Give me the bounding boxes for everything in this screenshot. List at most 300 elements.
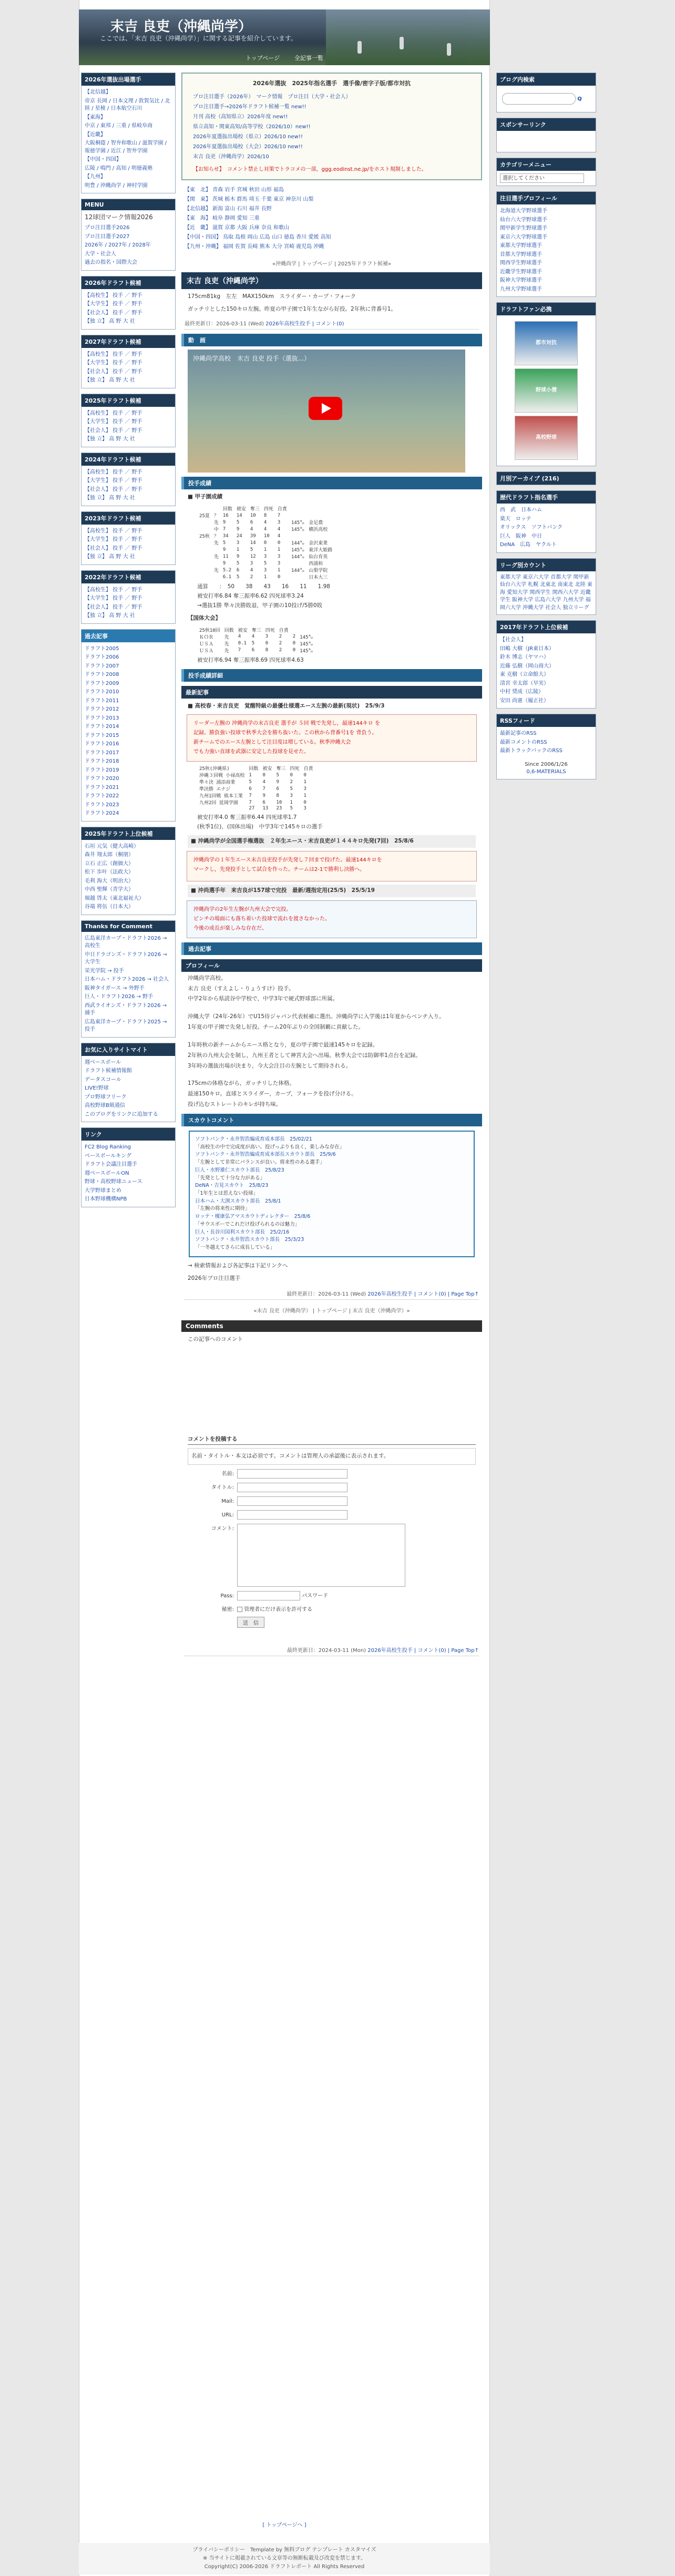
table-cell: 9 xyxy=(222,547,226,552)
region-row[interactable]: 【関 東】 茨城 栃木 群馬 埼玉 千葉 東京 神奈川 山梨 xyxy=(185,196,314,202)
recent-comment-link[interactable]: 日本ハム・ドラフト2026 → 社会人 xyxy=(85,977,169,983)
favorite-site-link[interactable]: ドラフト候補情報館 xyxy=(85,1068,132,1074)
favorite-site-link[interactable]: このブログをリンクに追加する xyxy=(85,1111,158,1117)
bottom-links[interactable]: 2026年高校生投手 | コメント(0) | Page Top↑ xyxy=(367,1647,479,1654)
site-link[interactable]: 大学野球まとめ xyxy=(85,1187,121,1194)
yearly-link[interactable]: 巨人 阪神 中日 xyxy=(500,533,542,539)
sidebar-item[interactable]: 【東海】 xyxy=(85,114,106,120)
scout-comment-line: 「1年生とは思えない投球」 xyxy=(195,1190,259,1196)
top-candidate-link[interactable]: 清宮 幸太郎（早実） xyxy=(500,680,549,686)
mail-field[interactable] xyxy=(237,1496,347,1506)
video-embed[interactable] xyxy=(188,350,465,473)
table-cell: 34 xyxy=(222,533,229,539)
stats-subheading-2: 【国体大会】 xyxy=(188,614,221,621)
rss-link[interactable]: 最新トラックバックのRSS xyxy=(500,748,562,754)
draft-year-title[interactable]: 2022年ドラフト候補 xyxy=(81,571,175,583)
recent-comment-link[interactable]: 西武ライオンズ・ドラフト2026 → 捕手 xyxy=(85,1002,167,1017)
scout-comment-line: 「先発として十分な力がある」 xyxy=(195,1175,265,1181)
region-row[interactable]: 【東 海】 岐阜 静岡 愛知 三重 xyxy=(185,215,260,221)
favorite-site-link[interactable]: LIVE!野球 xyxy=(85,1085,109,1092)
draft-category-link[interactable]: 【大学生】 投手 ／ 野手 xyxy=(85,360,142,366)
table-cell: 四死 xyxy=(265,628,275,633)
table-cell: 6 xyxy=(251,648,255,653)
footer xyxy=(79,2520,490,2528)
draft-year-box xyxy=(81,511,176,565)
draft-category-link[interactable]: 【高校生】 投手 ／ 野手 xyxy=(85,410,142,416)
table-cell: 金足農 xyxy=(309,520,323,526)
table-cell: 先 xyxy=(213,568,219,574)
table-cell: 7 xyxy=(262,786,265,792)
table-row xyxy=(197,792,315,799)
sidebar-item[interactable]: 中京 / 東邦 / 三重 / 県岐阜商 xyxy=(85,123,153,129)
article-pager[interactable]: «末吉 良吏（沖縄尚学） | トップページ | 末吉 良吏（沖縄尚学）» xyxy=(253,1308,410,1315)
top-candidate-link[interactable]: 中村 奨成（広陵） xyxy=(500,689,544,695)
box-body xyxy=(81,840,175,915)
scout-comment-line: 「左腕の将来性に期待」 xyxy=(195,1206,250,1212)
table-row xyxy=(197,627,315,633)
profile-link[interactable]: 仙台六大学野球選手 xyxy=(500,217,547,223)
password-field[interactable] xyxy=(237,1591,300,1600)
rss-link[interactable]: 最新記事のRSS xyxy=(500,731,537,736)
table-cell: 11 xyxy=(222,553,229,559)
top-candidate-link[interactable]: 近藤 弘樹（岡山商大） xyxy=(500,663,555,669)
past-year-link[interactable]: ドラフト2024 xyxy=(85,810,119,817)
draft-category-link[interactable]: 【大学生】 投手 ／ 野手 xyxy=(85,301,142,307)
news-text: でも力強い直球を武器に安定した投球を見せた。 xyxy=(193,749,309,755)
scout-comment-line: ソフトバンク・永井智浩編成育成本部長 25/02/21 xyxy=(195,1136,312,1142)
box-title: リンク xyxy=(81,1128,175,1141)
profile-link[interactable]: 関西学生野球選手 xyxy=(500,260,542,266)
notice-link[interactable]: 月刊 高校（高知県立）2026年度 new!! xyxy=(193,114,288,120)
scout-comment-line: ソフトバンク・永井智浩編成育成本部長スカウト部長 25/9/6 xyxy=(195,1152,336,1158)
table-cell: 144㌔ xyxy=(291,541,305,547)
draft-category-link[interactable]: 【独 立】 高 野 大 社 xyxy=(85,377,135,384)
table-cell: 10 xyxy=(250,512,256,518)
site-title[interactable]: 末吉 良吏（沖縄尚学） xyxy=(110,19,252,35)
table-cell xyxy=(289,573,306,580)
post-comment-heading: コメントを投稿する xyxy=(188,1435,476,1445)
table-cell: 日本大三 xyxy=(309,575,328,581)
table-cell: 9 xyxy=(236,526,240,532)
table-cell: 6 xyxy=(276,786,279,792)
profile-link[interactable]: 関甲新学生野球選手 xyxy=(500,225,547,231)
news2-body xyxy=(187,851,477,881)
table-cell: 仙台育英 xyxy=(309,555,328,560)
table-row xyxy=(197,546,334,553)
table-row xyxy=(197,647,315,654)
region-row[interactable]: 【中国・四国】 鳥取 島根 岡山 広島 山口 徳島 香川 愛媛 高知 xyxy=(185,234,331,240)
table-cell: 24 xyxy=(236,533,242,539)
draft-year-title[interactable]: 2027年ドラフト候補 xyxy=(81,335,175,348)
profile-section-heading: 過去記事 xyxy=(181,942,482,955)
table-cell: 3 xyxy=(263,567,267,573)
recent-comment-link[interactable]: 栄光学院 → 投手 xyxy=(85,968,124,974)
draft-year-title[interactable]: 2023年ドラフト候補 xyxy=(81,512,175,525)
box-title: 歴代ドラフト指名選手 xyxy=(497,491,596,504)
draft-category-link[interactable]: 【高校生】 投手 ／ 野手 xyxy=(85,587,142,593)
book-cover[interactable]: 高校野球 xyxy=(515,416,578,460)
draft-category-link[interactable]: 【独 立】 高 野 大 社 xyxy=(85,436,135,443)
table-cell: ？ xyxy=(213,514,219,519)
draft-category-link[interactable]: 【社会人】 投手 ／ 野手 xyxy=(85,368,142,375)
yearly-link[interactable]: DeNA 広島 ヤクルト xyxy=(500,542,557,548)
recent-comment-link[interactable]: 中日ドラゴンズ・ドラフト2026 → 大学生 xyxy=(85,951,167,966)
yearly-link[interactable]: オリックス ソフトバンク xyxy=(500,525,563,530)
table-row xyxy=(197,799,315,806)
top-candidate-link[interactable]: 安田 尚憲（履正社） xyxy=(500,697,549,704)
footer-copyright xyxy=(79,2543,490,2574)
profile-paragraph: 末吉 良吏（すえよし・りょうすけ）投手。 xyxy=(188,985,294,992)
profile-link[interactable]: 阪神大学野球選手 xyxy=(500,278,542,283)
draft-category-link[interactable]: 【独 立】 高 野 大 社 xyxy=(85,613,135,619)
draft-year-title[interactable]: 2025年ドラフト候補 xyxy=(81,394,175,407)
draft-category-link[interactable]: 【社会人】 投手 ／ 野手 xyxy=(85,486,142,492)
main-content xyxy=(181,73,482,1660)
draft-category-link[interactable]: 【独 立】 高 野 大 社 xyxy=(85,554,135,560)
table-cell: 3 xyxy=(277,553,281,559)
title-field[interactable] xyxy=(237,1483,347,1492)
region-row[interactable]: 【九州・沖縄】 福岡 佐賀 長崎 熊本 大分 宮崎 鹿児島 沖縄 xyxy=(185,243,324,250)
scout-link[interactable]: 2026年プロ注目選手 xyxy=(188,1275,241,1281)
table-cell: ＫＯＲ xyxy=(199,634,214,640)
recent-comment-link[interactable]: 阪神タイガース → 外野手 xyxy=(85,985,145,991)
favorite-site-link[interactable]: 週ベースボール xyxy=(85,1059,121,1065)
table-cell xyxy=(197,553,212,560)
site-link[interactable]: 日本野球機構NPB xyxy=(85,1196,127,1203)
menu-item[interactable]: プロ注目選手2026 xyxy=(85,225,130,231)
candidate-link[interactable]: 森井 翔太郎（桐朋） xyxy=(85,852,134,858)
table-cell: 沖縄３回戦 小禄高校 xyxy=(199,773,245,779)
recent-comment-link[interactable]: 広島東洋カープ・ドラフト2025 → 投手 xyxy=(85,1019,167,1033)
profile-link[interactable]: 東京六大学野球選手 xyxy=(500,234,547,240)
favorite-site-link[interactable]: データスコール xyxy=(85,1076,121,1083)
past-year-link[interactable]: ドラフト2016 xyxy=(85,741,119,747)
candidate-link[interactable]: 中西 聖輝（青学大） xyxy=(85,887,134,893)
favorite-site-link[interactable]: 高校野球B級通信 xyxy=(85,1103,125,1109)
box-title: 月別アーカイブ (216) xyxy=(497,472,596,485)
video-section-heading: 動 画 xyxy=(181,334,482,346)
table-cell: 14 xyxy=(250,540,256,546)
past-year-link[interactable]: ドラフト2010 xyxy=(85,689,119,695)
notice-link[interactable]: 2026年夏選抜出場校（大会）2026/10 new!! xyxy=(193,143,303,150)
site-link[interactable]: ベースボールキング xyxy=(85,1153,131,1159)
profile-subheading: プロフィール xyxy=(181,959,482,972)
table-cell: 先 xyxy=(213,555,219,560)
menu-item[interactable]: 過去の指名・国際大会 xyxy=(85,260,137,266)
site-link[interactable]: 週ベースボールON xyxy=(85,1170,129,1176)
top-candidate-link[interactable]: 東 克樹（立命館大） xyxy=(500,672,549,678)
past-year-link[interactable]: ドラフト2020 xyxy=(85,776,119,782)
notice-footer: 【お知らせ】 コメント禁止し対策でトラコメの一部，ggg.eodinst.ne.jp/をホスト規制しました。 xyxy=(193,166,427,172)
menu-head[interactable]: 12球団マーク情報2026 xyxy=(85,213,153,221)
table-cell: 0 xyxy=(263,540,267,546)
table-header-cell: 25秋(沖縄県) xyxy=(199,766,230,772)
url-label: URL: xyxy=(221,1512,234,1518)
table-cell: 25夏 xyxy=(199,514,210,519)
menu-item[interactable]: 2026年 / 2027年 / 2028年 xyxy=(85,242,151,249)
notice-link[interactable]: 末吉 良吏（沖縄尚学）2026/10 xyxy=(193,153,269,160)
table-cell xyxy=(289,560,306,567)
table-cell: 山梨学院 xyxy=(309,568,328,574)
table-header-cell: 回数 xyxy=(222,507,232,512)
candidate-link[interactable]: 谷端 将伍（日本大） xyxy=(85,904,134,910)
table-cell: 先 xyxy=(224,634,229,640)
table-cell: 0 xyxy=(292,648,296,653)
table-cell: 3 xyxy=(290,793,293,798)
draft-category-link[interactable]: 【大学生】 投手 ／ 野手 xyxy=(85,419,142,425)
table-cell: 0 xyxy=(262,772,265,778)
url-field[interactable] xyxy=(237,1510,347,1520)
news-text: 沖縄尚学の１年生エース末吉良吏投手が先発し７回まで投げた。最速144キロを xyxy=(193,857,382,863)
table-row xyxy=(197,772,315,778)
past-year-link[interactable]: ドラフト2007 xyxy=(85,663,119,669)
notice-box xyxy=(181,73,482,180)
site-description: ここでは、「末吉 良吏（沖縄尚学）」に関する記事を紹介しています。 xyxy=(100,35,297,42)
footer-policy[interactable]: プライバシーポリシー Template by 無料ブログ テンプレート カスタマイズ xyxy=(192,2547,376,2553)
table-cell: 144㌔ xyxy=(291,555,305,560)
sidebar-item[interactable]: 広陵 / 鳴門 / 高知 / 明徳義塾 xyxy=(85,165,153,171)
draft-category-link[interactable]: 【独 立】 高 野 大 社 xyxy=(85,495,135,501)
table-cell: 1 xyxy=(277,547,281,552)
past-year-link[interactable]: ドラフト2021 xyxy=(85,784,119,791)
sidebar-item[interactable]: 【近畿】 xyxy=(85,131,106,138)
table-cell: 6 xyxy=(262,799,265,805)
box-body xyxy=(497,204,596,296)
favorite-sites-box xyxy=(81,1043,176,1123)
counter-text[interactable]: 0,6-MATERIALS xyxy=(526,769,566,775)
draft-category-link[interactable]: 【社会人】 投手 ／ 野手 xyxy=(85,427,142,434)
submit-button[interactable]: 送 信 xyxy=(237,1617,264,1628)
draft-category-link[interactable]: 【高校生】 投手 ／ 野手 xyxy=(85,292,142,299)
table-cell: 5 xyxy=(290,806,293,812)
play-button-icon[interactable] xyxy=(309,397,342,420)
menu-item[interactable]: 大学・社会人 xyxy=(85,251,116,257)
video-title[interactable]: 沖縄尚学高校 末吉 良吏 投手（選抜...） xyxy=(193,355,311,363)
yearly-link[interactable]: 西 武 日本ハム xyxy=(500,507,542,513)
past-year-link[interactable]: ドラフト2009 xyxy=(85,680,119,686)
past-year-link[interactable]: ドラフト2019 xyxy=(85,767,119,773)
favorite-site-link[interactable]: プロ野球フリーク xyxy=(85,1094,127,1100)
sidebar-item[interactable]: 【中国・四国】 xyxy=(85,157,121,162)
table-cell: 5 xyxy=(263,560,267,566)
table-header-cell xyxy=(212,505,221,512)
yearly-box xyxy=(496,490,596,553)
draft-year-title[interactable]: 2026年ドラフト候補 xyxy=(81,276,175,289)
table-cell: 先 xyxy=(224,648,229,654)
profile-link[interactable]: 北海道大学野球選手 xyxy=(500,208,547,214)
table-cell: 4 xyxy=(277,533,281,539)
past-year-link[interactable]: ドラフト2008 xyxy=(85,672,119,678)
updated-links-2[interactable]: 2026年高校生投手 | コメント(0) | Page Top↑ xyxy=(367,1291,479,1298)
profile-link[interactable]: 首都大学野球選手 xyxy=(500,251,542,258)
table-cell: 4 xyxy=(238,634,241,640)
table-cell: 1 xyxy=(263,547,267,552)
sidebar-item[interactable]: 大阪桐蔭 / 智弁和歌山 / 滋賀学園 / 報徳学園 / 近江 / 智弁学園 xyxy=(85,140,167,154)
secret-checkbox[interactable] xyxy=(237,1607,242,1612)
nav-top-link[interactable]: トップページ xyxy=(246,55,280,61)
region-row[interactable]: 【近 畿】 滋賀 京都 大阪 兵庫 奈良 和歌山 xyxy=(185,224,290,231)
global-nav xyxy=(79,52,490,63)
notice-link[interactable]: プロ注目選手→2026年ドラフト候補一覧 new!! xyxy=(193,104,306,110)
table-cell: 回数 xyxy=(224,628,234,633)
table-cell: ？ xyxy=(213,534,219,540)
thanks-for-comment-box xyxy=(81,920,176,1038)
table-cell: 39 xyxy=(250,533,256,539)
table-cell: 9 xyxy=(236,553,240,559)
past-year-link[interactable]: ドラフト2023 xyxy=(85,802,119,808)
table-header-cell: 自責 xyxy=(277,507,287,512)
box-title: 2017年ドラフト上位候補 xyxy=(497,621,596,633)
scout-comment-line: 「一冬越えてさらに成長している」 xyxy=(195,1245,275,1250)
search-icon[interactable]: Q xyxy=(577,96,582,102)
candidate-link[interactable]: 毛利 海大（明治大） xyxy=(85,878,134,884)
profile-link[interactable]: 東都大学野球選手 xyxy=(500,243,542,249)
table-cell: 7 xyxy=(238,648,241,653)
table-cell: 0 xyxy=(303,799,306,805)
draft-category-link[interactable]: 【社会人】 投手 ／ 野手 xyxy=(85,310,142,316)
past-year-link[interactable]: ドラフト2018 xyxy=(85,758,119,765)
box-title: 2025年ドラフト上位候補 xyxy=(81,827,175,840)
recent-comment-link[interactable]: 巨人・ドラフト2026 → 野手 xyxy=(85,994,154,1000)
article-title[interactable]: 末吉 良吏（沖縄尚学） xyxy=(181,272,482,289)
comment-textarea[interactable] xyxy=(237,1524,405,1587)
category-select[interactable]: 選択してください xyxy=(500,173,584,183)
table-cell: 先 xyxy=(213,520,219,526)
table-cell: 3 xyxy=(236,540,240,546)
notice-title: 2026年選抜 2025年指名選手 選手像/密字子版/都市対抗 xyxy=(252,80,411,87)
profile-link[interactable]: 九州大学野球選手 xyxy=(500,286,542,292)
draft-category-link[interactable]: 【大学生】 投手 ／ 野手 xyxy=(85,537,142,543)
book-cover[interactable]: 野球小僧 xyxy=(515,368,578,413)
koshien-stats-table xyxy=(197,505,334,580)
league-links[interactable]: 東都大学 東京六大学 首都大学 関甲新 仙台六大学 札幌 北東北 南東北 北陸 東海 愛知大学 関西学生 関西六大学 近畿学生 阪神大学 広島六大学 九州大学 福岡六大学 沖縄大学 社会人 独立リーグ xyxy=(500,574,592,611)
book-box xyxy=(496,302,596,466)
past-year-link[interactable]: ドラフト2013 xyxy=(85,715,119,721)
past-year-link[interactable]: ドラフト2014 xyxy=(85,724,119,730)
search-input[interactable] xyxy=(502,93,576,105)
breadcrumb[interactable]: «沖縄尚学 | トップページ | 2025年ドラフト候補» xyxy=(272,261,392,267)
top-2017-box xyxy=(496,620,596,709)
notice-link[interactable]: 県立高知・関東高知/高等学校（2026/10）new!! xyxy=(193,124,311,130)
draft-category-link[interactable]: 【高校生】 投手 ／ 野手 xyxy=(85,351,142,357)
top-candidate-link[interactable]: 鈴木 博志（ヤマハ） xyxy=(500,654,549,660)
password-checkbox-label[interactable]: パスワード xyxy=(302,1593,329,1599)
candidate-link[interactable]: 石垣 元気（健大高崎） xyxy=(85,843,139,849)
table-row xyxy=(197,560,334,567)
table-cell: 9 xyxy=(262,793,265,798)
candidate-link[interactable]: 立石 正広（創価大） xyxy=(85,860,134,867)
table-row xyxy=(197,806,315,811)
box-title: リーグ別カウント xyxy=(497,559,596,571)
table-cell: 5 xyxy=(222,540,226,546)
table-cell: 2 xyxy=(279,641,282,646)
box-title: お気に入りサイトマイト xyxy=(81,1043,175,1056)
notice-link[interactable]: 2026年夏選抜出場校（県立）2026/10 new!! xyxy=(193,134,303,140)
stats-total-2: 被安打率6.94 奪三振率8.69 四死球率4.63 xyxy=(197,656,304,663)
draft-category-link[interactable]: 【高校生】 投手 ／ 野手 xyxy=(85,469,142,475)
name-field[interactable] xyxy=(237,1469,347,1479)
table-cell: 25秋 xyxy=(199,534,210,540)
top-candidates-box xyxy=(81,827,176,915)
candidate-link[interactable]: 松下 歩叶（法政大） xyxy=(85,869,134,876)
profile-paragraph xyxy=(188,1072,476,1078)
international-stats-table xyxy=(197,627,315,654)
draft-category-link[interactable]: 【大学生】 投手 ／ 野手 xyxy=(85,596,142,602)
notice-link[interactable]: プロ注目選手（2026年） マーク情報 プロ注目（大学・社会人） xyxy=(193,94,351,100)
past-year-link[interactable]: ドラフト2012 xyxy=(85,706,119,713)
past-year-link[interactable]: ドラフト2006 xyxy=(85,654,119,661)
draft-category-link[interactable]: 【高校生】 投手 ／ 野手 xyxy=(85,528,142,534)
updated-links[interactable]: 2026年高校生投手 | コメント(0) xyxy=(265,321,344,327)
table-cell: 3 xyxy=(265,634,269,640)
recent-comment-link[interactable]: 広島東洋カープ・ドラフト2026 → 高校生 xyxy=(85,935,167,949)
table-cell xyxy=(306,512,334,519)
table-cell: ＵＳＡ xyxy=(199,648,214,654)
footer-top-link[interactable]: [ トップページへ ] xyxy=(262,2522,306,2528)
book-cover[interactable]: 都市対抗 xyxy=(515,321,578,365)
past-year-link[interactable]: ドラフト2011 xyxy=(85,697,119,704)
sidebar-item[interactable]: 帝京 長岡 / 日本文理 / 敦賀気比 / 北陸 / 星稜 / 日本航空石川 xyxy=(85,98,170,111)
yearly-link[interactable]: 楽天 ロッテ xyxy=(500,516,531,522)
rss-link[interactable]: 最新コメントのRSS xyxy=(500,739,547,745)
scout-comment-line: 日本ハム・大渕スカウト部長 25/8/1 xyxy=(195,1198,281,1204)
table-header-cell: 奪三 xyxy=(250,507,260,512)
comment-label: コメント: xyxy=(211,1525,234,1532)
candidate-link[interactable]: 堀越 啓太（東北福祉大） xyxy=(85,895,145,901)
nav-all-articles-link[interactable]: 全記事一覧 xyxy=(294,55,323,61)
draft-category-link[interactable]: 【大学生】 投手 ／ 野手 xyxy=(85,478,142,484)
table-cell: 7 xyxy=(222,526,226,532)
region-row[interactable]: 【北信越】 新潟 富山 石川 福井 長野 xyxy=(185,206,272,212)
news-text: 新チームでのエース左腕として注目度は増している。秋季沖縄大会 xyxy=(193,740,351,746)
past-year-link[interactable]: ドラフト2017 xyxy=(85,750,119,756)
menu-box xyxy=(81,199,176,271)
table-cell: 1 xyxy=(236,547,240,552)
draft-category-link[interactable]: 【独 立】 高 野 大 社 xyxy=(85,319,135,325)
past-year-link[interactable]: ドラフト2005 xyxy=(85,645,119,652)
site-link[interactable]: 野球・高校野球ニュース xyxy=(85,1179,142,1185)
scout-comment-line: ロッテ・榎康弘アマスカウトディレクター 25/8/6 xyxy=(195,1214,311,1220)
table-cell: 4 xyxy=(251,634,255,640)
past-year-link[interactable]: ドラフト2022 xyxy=(85,793,119,799)
table-cell xyxy=(197,546,212,553)
region-row[interactable]: 【東 北】 青森 岩手 宮城 秋田 山形 福島 xyxy=(185,187,284,193)
box-title: 2026年選抜出場選手 xyxy=(81,73,175,86)
site-link[interactable]: ドラフト会議注目選手 xyxy=(85,1162,137,1168)
top-candidate-link[interactable]: 【社会人】 xyxy=(500,637,526,643)
sidebar-item[interactable]: 【北信越】 xyxy=(85,89,111,95)
top-candidate-link[interactable]: 田嶋 大樹（JR東日本） xyxy=(500,645,555,652)
site-link[interactable]: FC2 Blog Ranking xyxy=(85,1144,131,1151)
draft-category-link[interactable]: 【社会人】 投手 ／ 野手 xyxy=(85,604,142,610)
past-year-link[interactable]: ドラフト2015 xyxy=(85,732,119,738)
table-cell: 145㌔ xyxy=(300,634,313,640)
footer-notice: ※ 当サイトに掲載されている文章等の無断転載及び改変を禁じます。 xyxy=(202,2556,366,2561)
draft-year-title[interactable]: 2024年ドラフト候補 xyxy=(81,453,175,466)
table-cell: 7 xyxy=(249,799,252,805)
sidebar-item[interactable]: 【九州】 xyxy=(85,174,106,180)
profile-link[interactable]: 近畿学生野球選手 xyxy=(500,269,542,275)
draft-year-box xyxy=(81,335,176,388)
menu-item[interactable]: プロ注目選手2027 xyxy=(85,233,130,240)
table-cell: 2 xyxy=(279,648,282,653)
table-header-cell: 被安 xyxy=(262,766,272,772)
sidebar-item[interactable]: 明豊 / 沖縄尚学 / 神村学園 xyxy=(85,182,148,189)
menu-list xyxy=(85,224,172,268)
table-cell: 145㌔ xyxy=(300,648,313,654)
draft-category-link[interactable]: 【社会人】 投手 ／ 野手 xyxy=(85,545,142,551)
news-text xyxy=(193,876,470,877)
